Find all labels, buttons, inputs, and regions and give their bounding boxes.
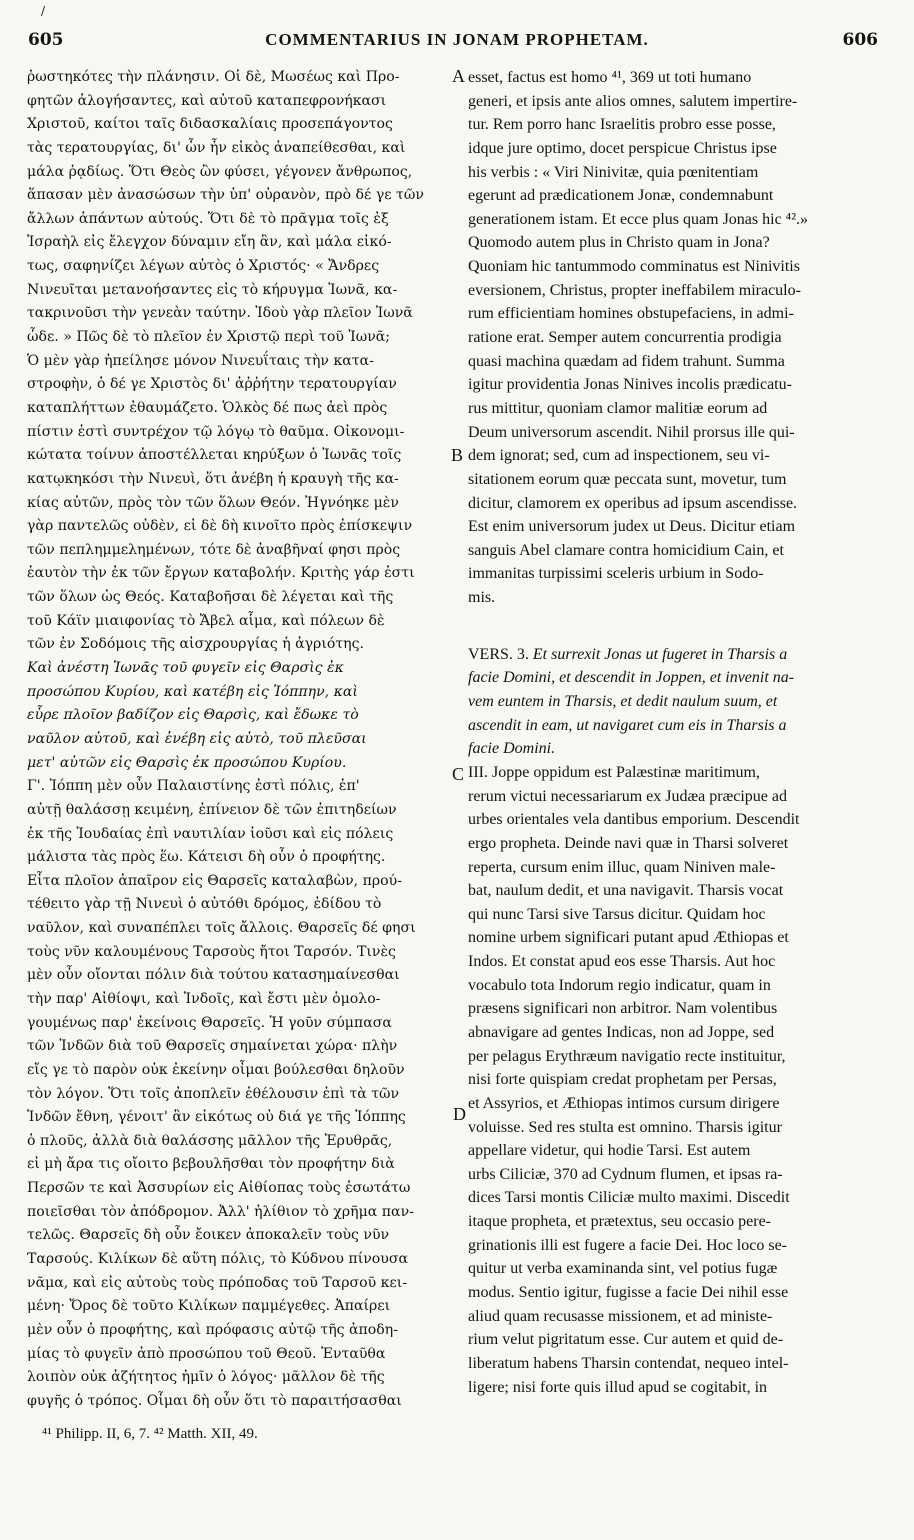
latin-line: his verbis : « Viri Ninivitæ, quia pœnitentiam bbox=[468, 163, 759, 181]
greek-line: μὲν οὖν οἴονται πόλιν διὰ τούτου κατασημαίνεσθαι bbox=[27, 967, 400, 984]
latin-line: per pelagus Erythræum navigatio recte instituitur, bbox=[468, 1047, 786, 1065]
greek-line: Καὶ ἀνέστη Ἰωνᾶς τοῦ φυγεῖν εἰς Θαρσὶς ἐκ bbox=[27, 660, 344, 677]
greek-line: εἰ μὴ ἄρα τις οἴοιτο βεβουλῆσθαι τὸν προφήτην διὰ bbox=[27, 1156, 395, 1173]
latin-line: Est enim universorum judex ut Deus. Dicitur etiam bbox=[468, 518, 796, 536]
verse-text: facie Domini, et descendit in Joppen, et invenit na- bbox=[468, 669, 795, 687]
greek-line: κώτατα τοίνυν ἀποστέλλεται κηρύξων ὁ Ἰωνᾶς τοῖς bbox=[27, 447, 402, 464]
greek-line: ναῦλον, καὶ συναπέπλει τοῖς ἄλλοις. Θαρσεῖς δέ φησι bbox=[27, 920, 416, 937]
latin-line: mis. bbox=[468, 589, 496, 607]
greek-line: τῶν πεπλημμελημένων, τότε δὲ ἀναβῆναί φησι πρὸς bbox=[27, 541, 401, 558]
margin-letter-b: B bbox=[451, 445, 464, 465]
latin-line: sanguis Abel clamare contra homicidium Cain, et bbox=[468, 541, 784, 559]
latin-line: tur. Rem porro hanc Israelitis probro esse posse, bbox=[468, 116, 776, 134]
greek-line: τῶν Ἰνδῶν διὰ τοῦ Θαρσεῖς σημαίνεται χώρα· πλὴν bbox=[27, 1038, 398, 1055]
greek-line: τέθειτο γὰρ τῇ Νινευὶ ὁ αὐτόθι δρόμος, ἐδίδου τὸ bbox=[27, 896, 382, 913]
verse-line bbox=[468, 714, 888, 738]
greek-line: στροφὴν, ὁ δέ γε Χριστὸς δι' ἀῤῥήτην τερατουργίαν bbox=[27, 376, 397, 393]
greek-line: μίας τὸ φυγεῖν ἀπὸ προσώπου τοῦ Θεοῦ. Ἐνταῦθα bbox=[27, 1345, 386, 1362]
greek-line: μένη· Ὄρος δὲ τοῦτο Κιλίκων παμμέγεθες. Ἀπαίρει bbox=[27, 1298, 391, 1315]
greek-line: τοῦ Κάϊν μιαιφονίας τὸ Ἄβελ αἷμα, καὶ πόλεων δὲ bbox=[27, 612, 385, 629]
latin-line: III. Joppe oppidum est Palæstinæ maritimum, bbox=[468, 763, 760, 781]
greek-line: εἴς γε τὸ παρὸν οὐκ ἐκείνην οἶμαι βούλεσθαι δηλοῦν bbox=[27, 1061, 405, 1078]
latin-line: rium velut pigritatum esse. Cur autem et quid de- bbox=[468, 1331, 784, 1349]
verse-line bbox=[468, 690, 888, 714]
latin-line: grinationis illi est fugere a facie Dei. Hoc loco se- bbox=[468, 1236, 787, 1254]
latin-line: generationem istam. Et ecce plus quam Jonas hic ⁴².» bbox=[468, 210, 809, 228]
greek-line: ποιεῖσθαι τὸν ἀπόδρομον. Ἀλλ' ἠλίθιον τὸ χρῆμα παν- bbox=[27, 1203, 414, 1220]
greek-line: Χριστοῦ, καίτοι ταῖς διδασκαλίαις προσεπάγοντος bbox=[27, 116, 393, 133]
verse-text: facie Domini. bbox=[468, 740, 556, 758]
greek-line: ὧδε. » Πῶς δὲ τὸ πλεῖον ἐν Χριστῷ περὶ τοῦ Ἰωνᾶ; bbox=[27, 329, 391, 346]
greek-line: πίστιν ἐστὶ συντρέχον τῷ λόγῳ τὸ θαῦμα. Οἰκονομι- bbox=[27, 423, 405, 440]
greek-line: φητῶν ἀλογήσαντες, καὶ αὐτοῦ καταπεφρονήκασι bbox=[27, 92, 387, 109]
greek-line: κίας αὐτῶν, πρὸς τὸν τῶν ὅλων Θεόν. Ἠγνόηκε μὲν bbox=[27, 494, 399, 511]
greek-line: μετ' αὐτῶν εἰς Θαρσὶς ἐκ προσώπου Κυρίου. bbox=[27, 754, 347, 771]
verse-line bbox=[468, 737, 888, 761]
greek-line: καταπλήττων ἐθαυμάζετο. Ὁλκὸς δέ πως ἀεὶ πρὸς bbox=[27, 399, 388, 416]
greek-line: Γ'. Ἰόππη μὲν οὖν Παλαιστίνης ἐστὶ πόλις, ἐπ' bbox=[27, 778, 360, 795]
latin-line: vocabulo tota Indorum regio indicatur, quam in bbox=[468, 976, 771, 994]
latin-line: modus. Sentio igitur, fugisse a facie Dei nihil esse bbox=[468, 1284, 789, 1302]
greek-column bbox=[27, 66, 457, 1414]
latin-line: urbs Ciliciæ, 370 ad Cydnum flumen, et ipsas ra- bbox=[468, 1165, 783, 1183]
greek-line: τως, σαφηνίζει λέγων αὐτὸς ὁ Χριστός· « Ἄνδρες bbox=[27, 258, 380, 275]
greek-line: εὗρε πλοῖον βαδίζον εἰς Θαρσὶς, καὶ ἔδωκε τὸ bbox=[27, 707, 359, 724]
latin-line: rus mittitur, quoniam clamor malitiæ eorum ad bbox=[468, 399, 768, 417]
greek-line: τὴν παρ' Αἰθίοψι, καὶ Ἰνδοῖς, καὶ ἔστι μὲν ὁμολο- bbox=[27, 990, 381, 1007]
latin-line: ergo propheta. Deinde navi quæ in Tharsi solveret bbox=[468, 834, 789, 852]
latin-line: nisi forte quispiam credat prophetam per Persas, bbox=[468, 1071, 777, 1089]
latin-line: dicitur, clamorem ex operibus ad ipsum ascendisse. bbox=[468, 494, 798, 512]
latin-line: generi, et ipsis ante alios omnes, salutem impertire- bbox=[468, 92, 798, 110]
latin-line: liberatum habens Tharsin contendat, nequeo intel- bbox=[468, 1354, 789, 1372]
latin-line: abnavigare ad gentes Indicas, non ad Joppe, sed bbox=[468, 1023, 775, 1041]
margin-letter-d: D bbox=[453, 1104, 466, 1124]
margin-letter-c: C bbox=[452, 764, 465, 784]
latin-line: et Assyrios, et Æthiopas intimos cursum dirigere bbox=[468, 1094, 780, 1112]
verse-text: vem euntem in Tharsis, et dedit naulum suum, et bbox=[468, 693, 778, 711]
greek-line: Ὁ μὲν γὰρ ἠπείλησε μόνον Νινευΐταις τὴν κατα- bbox=[27, 352, 374, 369]
latin-line: reperta, cursum enim illuc, quam Niniven male- bbox=[468, 858, 776, 876]
latin-line: qui nunc Tarsi sive Tarsus dicitur. Quidam hoc bbox=[468, 905, 766, 923]
page-number-right: 606 bbox=[842, 30, 878, 50]
latin-line: rum efficientiam homines obstupefaciens, in admi- bbox=[468, 305, 794, 323]
page-number-left: 605 bbox=[28, 30, 64, 50]
greek-line: ἄλλων ἁπάντων αὐτούς. Ὅτι δὲ τὸ πρᾶγμα τοῖς ἐξ bbox=[27, 210, 389, 227]
latin-line: Indos. Et constat apud eos esse Tharsis. Aut hoc bbox=[468, 953, 776, 971]
greek-line: γὰρ παντελῶς οὐδὲν, εἰ δὲ δὴ κινοῖτο πρὸς ἐπίσκεψιν bbox=[27, 518, 413, 535]
verse-text: ascendit in eam, ut navigaret cum eis in Tharsis a bbox=[468, 716, 787, 734]
latin-line: egerunt ad prædicationem Jonæ, condemnabunt bbox=[468, 187, 774, 205]
latin-line: urbes orientales vela dantibus emporium. Descendit bbox=[468, 811, 800, 829]
latin-line: rerum victui necessariarum ex Judæa præcipue ad bbox=[468, 787, 787, 805]
latin-line: Quomodo autem plus in Christo quam in Jona? bbox=[468, 234, 770, 252]
latin-line: ratione erat. Semper autem concurrentia prodigia bbox=[468, 329, 782, 347]
latin-line: esset, factus est homo ⁴¹, 369 ut toti humano bbox=[468, 69, 752, 86]
greek-line: μάλα ῥᾳδίως. Ὅτι Θεὸς ὢν φύσει, γέγονεν ἄνθρωπος, bbox=[27, 163, 413, 180]
latin-paragraph-1 bbox=[468, 66, 888, 610]
greek-line: τὸν λόγον. Ὅτι τοῖς ἀποπλεῖν ἐθέλουσιν ἐπὶ τὰ τῶν bbox=[27, 1085, 400, 1102]
verse-text: Et surrexit Jonas ut fugeret in Tharsis a bbox=[532, 645, 788, 663]
verse-label: VERS. 3. bbox=[468, 645, 529, 663]
greek-line: ἅπασαν μὲν ἀνασώσων τὴν ὑπ' οὐρανὸν, πρὸ δέ γε τῶν bbox=[27, 187, 424, 204]
latin-line: appellare videtur, qui hodie Tarsi. Est autem bbox=[468, 1142, 751, 1160]
footnotes: ⁴¹ Philipp. II, 6, 7. ⁴² Matth. XII, 49. bbox=[42, 1426, 258, 1442]
greek-line: μὲν οὖν ὁ προφήτης, καὶ πρόφασις αὐτῷ τῆς ἀποδη- bbox=[27, 1321, 398, 1338]
latin-line: Quoniam hic tantummodo comminatus est Ninivitis bbox=[468, 258, 800, 276]
latin-line: ligere; nisi forte quis illud apud se cogitabit, in bbox=[468, 1378, 768, 1396]
greek-line: φυγῆς ὁ τρόπος. Οἶμαι δὴ οὖν ὅτι τὸ παραιτήσασθαι bbox=[27, 1392, 402, 1409]
greek-line: τακρινοῦσι τὴν γενεὰν ταύτην. Ἰδοὺ γὰρ πλεῖον Ἰωνᾶ bbox=[27, 305, 413, 322]
latin-verse bbox=[468, 643, 888, 761]
greek-line: γουμένως παρ' ἐκείνοις Θαρσεῖς. Ἡ γοῦν σύμπασα bbox=[27, 1014, 392, 1031]
greek-line: ναῦλον αὐτοῦ, καὶ ἐνέβη εἰς αὐτὸ, τοῦ πλεῦσαι bbox=[27, 730, 367, 747]
greek-line: αὐτῇ θαλάσσῃ κειμένη, ἐπίνειον δὲ τῶν ἐπιτηδείων bbox=[27, 801, 397, 818]
greek-line: κατῳκηκόσι τὴν Νινευὶ, ὅτι ἀνέβη ἡ κραυγὴ τῆς κα- bbox=[27, 470, 399, 487]
greek-line: τῶν ἐν Σοδόμοις τῆς αἰσχρουργίας ἡ ἀγριότης. bbox=[27, 636, 364, 653]
greek-line: ἑαυτὸν τὴν ἐκ τῶν ἔργων καταβολήν. Κριτὴς γάρ ἐστι bbox=[27, 565, 415, 582]
running-title: COMMENTARIUS IN JONAM PROPHETAM. bbox=[265, 30, 649, 49]
greek-line: λοιπὸν οὐκ ἀζήτητος ἡμῖν ὁ λόγος· μᾶλλον δὲ τῆς bbox=[27, 1369, 385, 1386]
greek-line: Νινευῖται μετανοήσαντες εἰς τὸ κήρυγμα Ἰωνᾶ, κα- bbox=[27, 281, 398, 298]
margin-letter-a: A bbox=[452, 66, 465, 86]
greek-line: ἐκ τῆς Ἰουδαίας ἐπὶ ναυτιλίαν ἰοῦσι καὶ εἰς πόλεις bbox=[27, 825, 394, 842]
latin-line: eversionem, Christus, propter ineffabilem miraculo- bbox=[468, 281, 801, 299]
latin-line: itaque propheta, et prætextus, seu occasio pere- bbox=[468, 1213, 771, 1231]
latin-line: quasi machina quædam ad fidem trahunt. Summa bbox=[468, 352, 785, 370]
latin-line: bat, naulum dedit, et una navigavit. Tharsis vocat bbox=[468, 882, 784, 900]
greek-line: ὁ πλοῦς, ἀλλὰ διὰ θαλάσσης μᾶλλον τῆς Ἐρυθρᾶς, bbox=[27, 1132, 393, 1149]
latin-line: igitur providentia Jonas Ninives incolis prædicatu- bbox=[468, 376, 792, 394]
latin-line: dices Tarsi montis Ciliciæ multo maximi. Discedit bbox=[468, 1189, 790, 1207]
latin-line: aliud quam recusasse missionem, et ad ministe- bbox=[468, 1307, 773, 1325]
latin-line: nomine urbem significari putant apud Æthiopas et bbox=[468, 929, 789, 947]
greek-line: προσώπου Κυρίου, καὶ κατέβη εἰς Ἰόππην, καὶ bbox=[27, 683, 358, 700]
latin-line: voluisse. Sed res stulta est omnino. Tharsis igitur bbox=[468, 1118, 782, 1136]
latin-line: præsens significari non arbitror. Nam volentibus bbox=[468, 1000, 778, 1018]
greek-line: Ἰσραὴλ εἰς ἔλεγχον δύναμιν εἴη ἂν, καὶ μάλα εἰκό- bbox=[27, 234, 392, 251]
greek-line: Ἰνδῶν ἔθνη, γένοιτ' ἂν εἰκότως οὐ διά γε τῆς Ἰόππης bbox=[27, 1109, 406, 1126]
greek-line: τὰς τερατουργίας, δι' ὧν ἦν εἰκὸς ἀναπείθεσθαι, καὶ bbox=[27, 139, 406, 156]
greek-line: Ταρσούς. Κιλίκων δὲ αὕτη πόλις, τὸ Κύδνου πίνουσα bbox=[27, 1251, 408, 1268]
greek-line: τῶν ὅλων ὡς Θεός. Καταβοῆσαι δὲ λέγεται καὶ τῆς bbox=[27, 589, 394, 606]
latin-column bbox=[468, 66, 888, 1399]
greek-line: μάλιστα τὰς πρὸς ἕω. Κάτεισι δὴ οὖν ὁ προφήτης. bbox=[27, 849, 386, 866]
corner-mark: / bbox=[41, 4, 46, 18]
greek-line: ῥωστηκότες τὴν πλάνησιν. Οἱ δὲ, Μωσέως καὶ Προ- bbox=[27, 69, 400, 85]
greek-line: Περσῶν τε καὶ Ἀσσυρίων εἰς Αἰθίοπας τοὺς ἐσωτάτω bbox=[27, 1180, 411, 1197]
greek-line: νᾶμα, καὶ εἰς αὐτοὺς τοὺς πρόποδας τοῦ Ταρσοῦ κει- bbox=[27, 1274, 408, 1291]
greek-line: Εἶτα πλοῖον ἀπαῖρον εἰς Θαρσεῖς καταλαβὼν, πρού- bbox=[27, 872, 402, 889]
latin-line: idque jure optimo, docet perspicue Christus ipse bbox=[468, 139, 777, 157]
verse-line bbox=[468, 666, 888, 690]
latin-line: sitationem eorum quæ peccata sunt, movetur, tum bbox=[468, 470, 787, 488]
latin-line: immanitas turpissimi sceleris urbium in Sodo- bbox=[468, 565, 764, 583]
latin-line: Deum universorum ascendit. Nihil prorsus ille qui- bbox=[468, 423, 795, 441]
verse-line bbox=[468, 643, 888, 667]
latin-paragraph-2 bbox=[468, 761, 888, 1399]
greek-line: τελῶς. Θαρσεῖς δὴ οὖν ἔοικεν ἀποκαλεῖν τοὺς νῦν bbox=[27, 1227, 390, 1244]
latin-line: quitur ut verba examinanda sint, vel potius fugæ bbox=[468, 1260, 778, 1278]
greek-line: τοὺς νῦν καλουμένους Ταρσοὺς ἤτοι Ταρσόν. Τινὲς bbox=[27, 943, 396, 960]
latin-line: dem ignorat; sed, cum ad inspectionem, seu vi- bbox=[468, 447, 770, 465]
